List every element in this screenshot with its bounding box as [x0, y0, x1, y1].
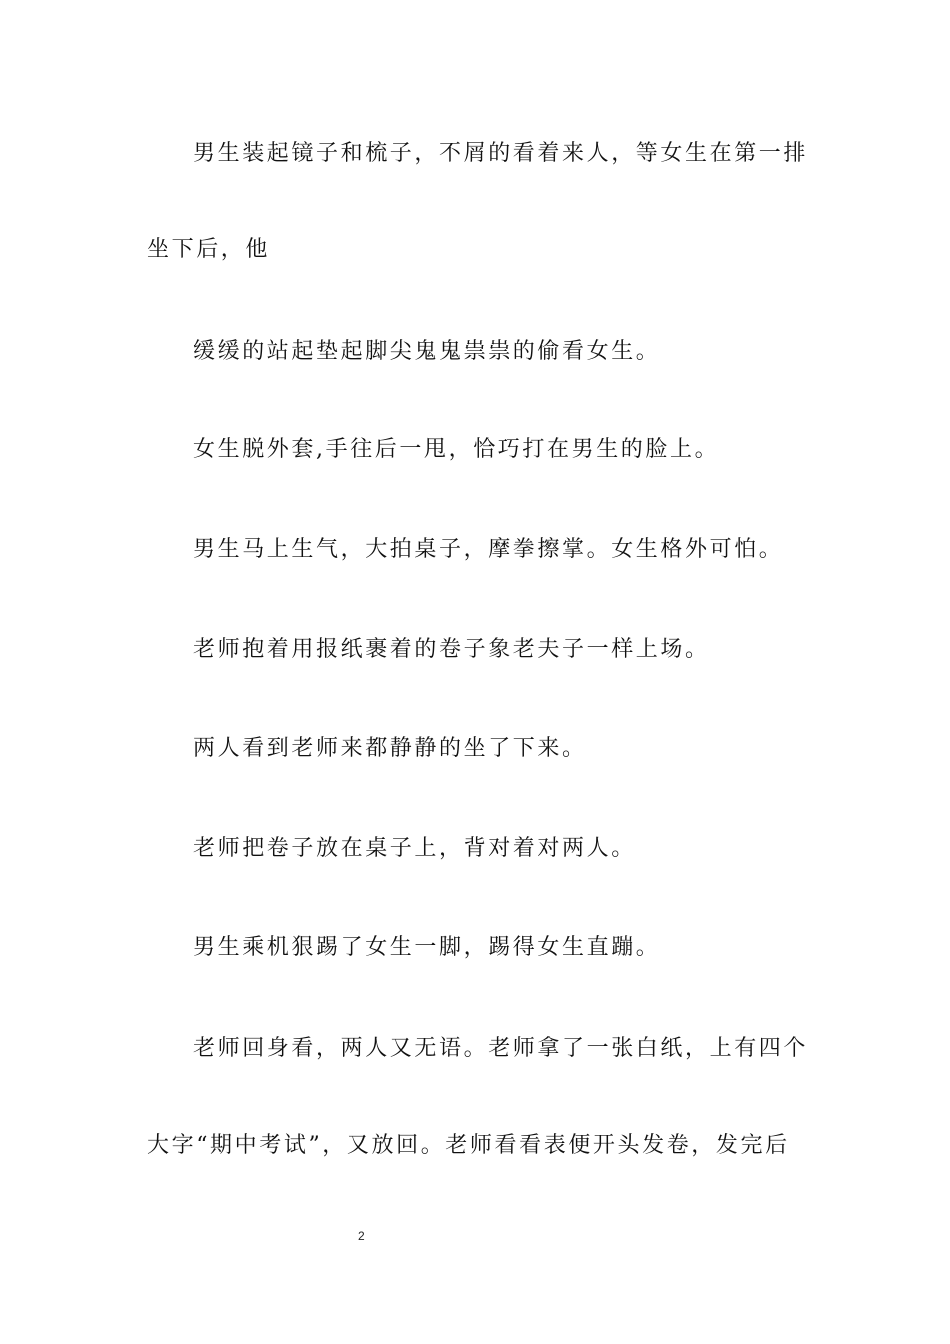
text-line-9: 男生乘机狠踢了女生一脚，踢得女生直蹦。: [193, 935, 661, 960]
text-line-10: 老师回身看，两人又无语。老师拿了一张白纸，上有四个: [193, 1036, 809, 1061]
text-line-3: 缓缓的站起垫起脚尖鬼鬼祟祟的偷看女生。: [193, 339, 661, 364]
text-line-5: 男生马上生气，大拍桌子，摩拳擦掌。女生格外可怕。: [193, 537, 784, 562]
text-line-1: 男生装起镜子和梳子，不屑的看着来人，等女生在第一排: [193, 141, 809, 166]
text-line-7: 两人看到老师来都静静的坐了下来。: [193, 736, 587, 761]
text-line-2: 坐下后，他: [147, 237, 271, 262]
text-line-8: 老师把卷子放在桌子上，背对着对两人。: [193, 836, 636, 861]
text-line-11: 大字“期中考试”，又放回。老师看看表便开头发卷，发完后: [147, 1133, 790, 1158]
page-number: 2: [358, 1229, 365, 1243]
text-line-6: 老师抱着用报纸裹着的卷子象老夫子一样上场。: [193, 637, 710, 662]
text-line-4: 女生脱外套,手往后一甩，恰巧打在男生的脸上。: [193, 437, 720, 462]
